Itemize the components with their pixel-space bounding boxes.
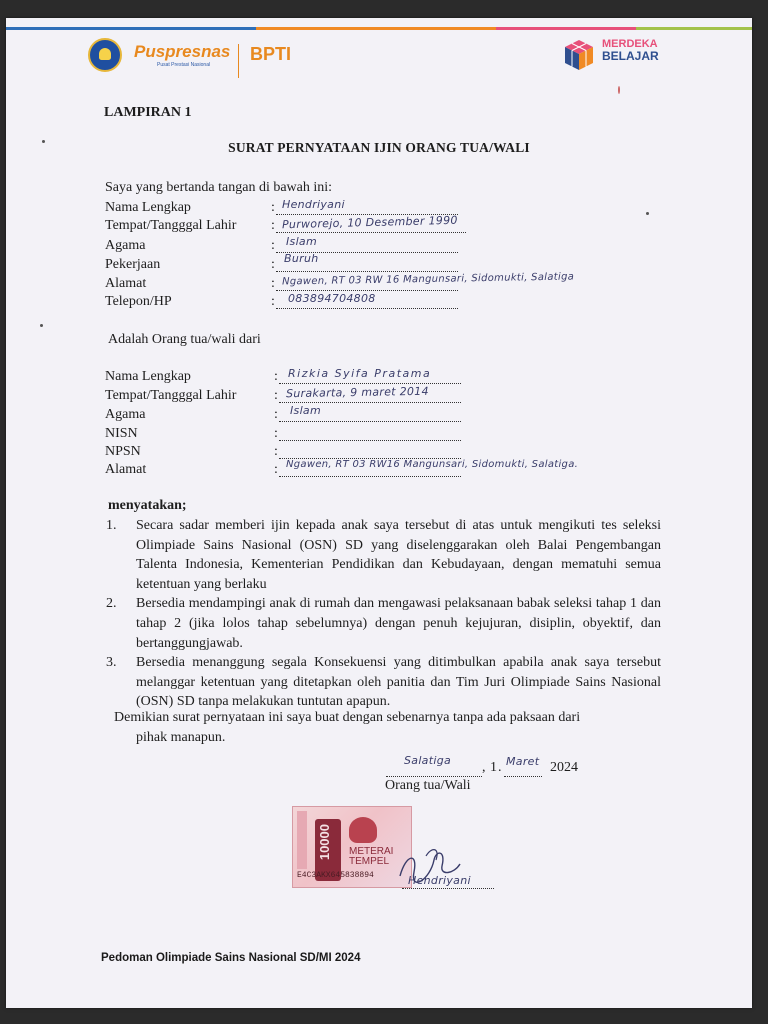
child-name-value: Rizkia Syifa Pratama (288, 367, 432, 380)
header-stripe-orange (256, 27, 496, 30)
statement-number: 2. (106, 596, 117, 612)
fill-line (279, 440, 461, 441)
fill-line (276, 308, 458, 309)
parent-phone-label: Telepon/HP (105, 294, 172, 309)
meterai-serial: E4C3AKX645838894 (297, 871, 374, 880)
child-intro-text: Adalah Orang tua/wali dari (108, 332, 261, 347)
parent-birth-value: Purworejo, 10 Desember 1990 (281, 213, 458, 232)
parent-name-label: Nama Lengkap (105, 200, 191, 215)
footer-text: Pedoman Olimpiade Sains Nasional SD/MI 2024 (101, 952, 361, 964)
statement-text: Bersedia menanggung segala Konsekuensi yang ditimbulkan apabila anak saya tersebut melanggar ketentuan yang ditetapkan oleh panitia dan Tim Juri Olimpiade Sains Nasional (OSN) SD tanpa melakukan tuntutan apapun. (136, 655, 661, 710)
statement-text: Secara sadar memberi ijin kepada anak saya tersebut di atas untuk mengikuti tes seleksi Olimpiade Sains Nasional (OSN) SD yang diselenggarakan oleh Balai Pengembangan Talenta Indonesia, Kementerian Pendidikan dan Kebudayaan, dengan mematuhi semua ketentuan yang berlaku (136, 518, 661, 592)
child-npsn-label: NPSN (105, 444, 141, 459)
colon: : (274, 462, 278, 477)
merdeka-belajar-cube-icon (562, 38, 596, 72)
merdeka-logo-line2: BELAJAR (602, 49, 659, 63)
colon: : (274, 444, 278, 459)
meterai-label2: TEMPEL (349, 856, 390, 867)
paper-speck (40, 324, 43, 327)
parent-birth-label: Tempat/Tangggal Lahir (105, 218, 237, 233)
statement-item (106, 516, 661, 594)
document-title: SURAT PERNYATAAN IJIN ORANG TUA/WALI (228, 140, 530, 155)
paper-speck (646, 212, 649, 215)
child-name-label: Nama Lengkap (105, 369, 191, 384)
paper-speck (42, 140, 45, 143)
closing-line: Demikian surat pernyataan ini saya buat dengan sebenarnya tanpa ada paksaan dari (114, 710, 581, 725)
header-stripe-pink (496, 27, 636, 30)
child-nisn-label: NISN (105, 426, 138, 441)
header-stripe-green (636, 27, 752, 30)
date-separator: , (482, 760, 486, 775)
statement-text: Bersedia mendampingi anak di rumah dan mengawasi pelaksanaan babak seleksi tahap 1 dan tahap 2 (jika lolos tahap sebelumnya) dengan penuh kejujuran, disiplin, obyektif, dan bertanggungjawab. (136, 596, 661, 651)
colon: : (271, 257, 275, 272)
signature-line (402, 888, 494, 889)
signer-role: Orang tua/Wali (385, 778, 471, 793)
statement-heading: menyatakan; (108, 498, 187, 513)
merdeka-belajar-logo (602, 38, 659, 62)
fill-line (276, 271, 458, 272)
parent-religion-label: Agama (105, 238, 146, 253)
colon: : (271, 276, 275, 291)
colon: : (274, 388, 278, 403)
document-page (6, 18, 752, 1008)
merdeka-logo-line1: MERDEKA (602, 38, 658, 50)
statement-number: 1. (106, 518, 117, 533)
puspresnas-logo: Puspresnas (134, 42, 231, 61)
meterai-stamp (292, 806, 412, 888)
closing-line: pihak manapun. (136, 729, 226, 745)
fill-line (279, 476, 461, 477)
meterai-label1: METERAI (349, 846, 394, 857)
parent-religion-value: Islam (286, 235, 317, 248)
fill-line (276, 232, 466, 233)
colon: : (274, 369, 278, 384)
child-birth-value: Surakarta, 9 maret 2014 (285, 384, 429, 401)
header-stripe-blue (6, 27, 256, 30)
colon: : (274, 426, 278, 441)
day-separator: . (498, 760, 502, 775)
parent-job-value: Buruh (284, 252, 319, 265)
attachment-label: LAMPIRAN 1 (104, 105, 192, 120)
bpti-logo: BPTI (250, 44, 292, 64)
colon: : (271, 294, 275, 309)
child-address-value: Ngawen, RT 03 RW16 Mangunsari, Sidomukti, Salatiga. (286, 459, 579, 470)
colon: : (271, 200, 275, 215)
fill-line (276, 290, 458, 291)
logo-divider (238, 44, 239, 78)
parent-address-value: Ngawen, RT 03 RW 16 Mangunsari, Sidomukti, Salatiga (281, 271, 575, 288)
intro-text: Saya yang bertanda tangan di bawah ini: (105, 180, 333, 195)
statement-item (106, 594, 661, 653)
garuda-emblem-icon (349, 817, 377, 843)
parent-phone-value: 083894704808 (288, 292, 376, 305)
meterai-value: 10000 (317, 824, 332, 861)
colon: : (274, 407, 278, 422)
parent-job-label: Pekerjaan (105, 257, 161, 272)
colon: : (271, 238, 275, 253)
signer-name: Hendriyani (408, 874, 471, 887)
statement-item (106, 653, 661, 712)
closing-paragraph (114, 708, 654, 747)
child-birth-label: Tempat/Tangggal Lahir (105, 388, 237, 403)
meterai-strip (297, 811, 307, 869)
paper-speck (618, 86, 620, 94)
statement-list (106, 516, 661, 712)
fill-line (279, 383, 461, 384)
kemendikbud-logo-icon (88, 38, 122, 72)
child-religion-label: Agama (105, 407, 146, 422)
day-value: 1 (490, 760, 497, 775)
fill-line (279, 402, 461, 403)
child-address-label: Alamat (105, 462, 147, 477)
fill-line (504, 776, 542, 777)
year-value: 2024 (550, 760, 578, 775)
fill-line (279, 421, 461, 422)
child-religion-value: Islam (290, 404, 321, 417)
month-value: Maret (506, 755, 540, 768)
parent-name-value: Hendriyani (282, 198, 345, 211)
colon: : (271, 218, 275, 233)
fill-line (386, 776, 482, 777)
place-value: Salatiga (404, 754, 452, 767)
parent-address-label: Alamat (105, 276, 147, 291)
meterai-label (349, 847, 393, 867)
puspresnas-logo-subtitle: Pusat Prestasi Nasional (157, 62, 211, 68)
statement-number: 3. (106, 655, 117, 671)
